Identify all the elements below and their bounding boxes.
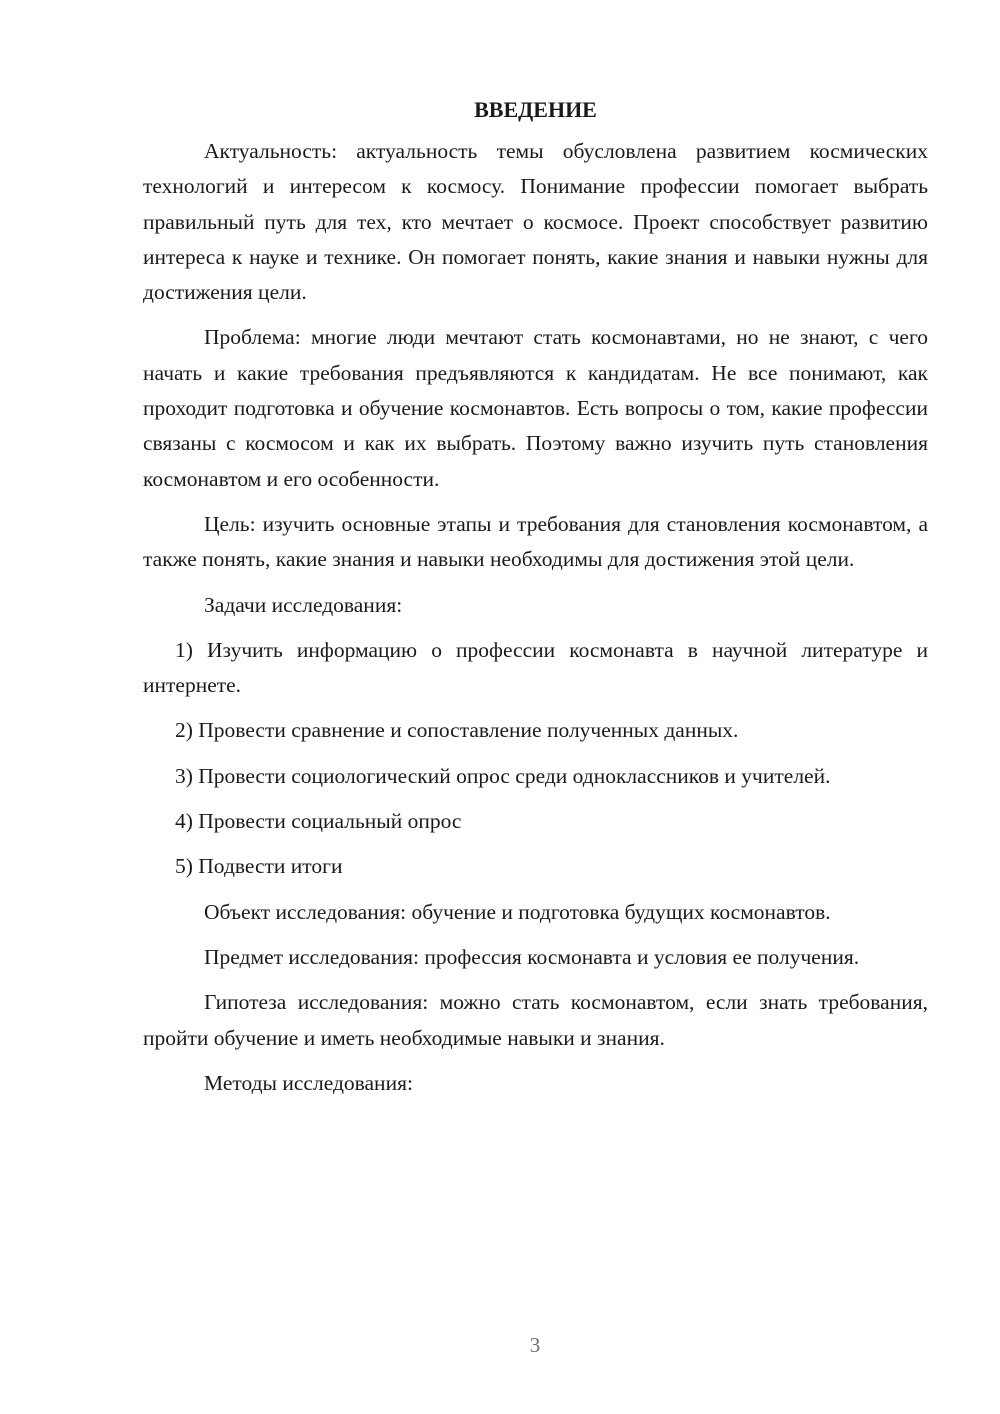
section-heading: ВВЕДЕНИЕ xyxy=(474,97,597,122)
problem-paragraph: Проблема: многие люди мечтают стать космонавтами, но не знают, с чего начать и какие требования предъявляются к кандидатам. Не все понимают, как проходит подготовка и обучение космонавтов. Есть вопросы о том, какие профессии связаны с космосом и как их выбрать. Поэтому важно изучить путь становления космонавтом и его особенности. xyxy=(143,325,928,491)
page-number: 3 xyxy=(529,1333,541,1357)
subject-paragraph: Предмет исследования: профессия космонавта и условия ее получения. xyxy=(204,944,860,969)
task-item-4: 4) Провести социальный опрос xyxy=(175,809,462,834)
relevance-paragraph: Актуальность: актуальность темы обусловлена развитием космических технологий и интересом к космосу. Понимание профессии помогает выбрать правильный путь для тех, кто мечтает о космосе. Проект способствует развитию интереса к науке и технике. Он помогает понять, какие знания и навыки нужны для достижения цели. xyxy=(143,139,928,305)
tasks-heading: Задачи исследования: xyxy=(204,592,403,617)
goal-paragraph: Цель: изучить основные этапы и требования для становления космонавтом, а также понять, какие знания и навыки необходимы для достижения этой цели. xyxy=(143,511,928,572)
methods-heading: Методы исследования: xyxy=(204,1070,413,1095)
task-item-2: 2) Провести сравнение и сопоставление полученных данных. xyxy=(175,718,739,743)
task-item-1: 1) Изучить информацию о профессии космонавта в научной литературе и интернете. xyxy=(143,637,928,698)
hypothesis-paragraph: Гипотеза исследования: можно стать космонавтом, если знать требования, пройти обучение и иметь необходимые навыки и знания. xyxy=(143,990,928,1050)
document-page xyxy=(143,92,928,1101)
task-item-5: 5) Подвести итоги xyxy=(175,854,343,879)
task-item-3: 3) Провести социологический опрос среди одноклассников и учителей. xyxy=(175,763,831,788)
object-paragraph: Объект исследования: обучение и подготовка будущих космонавтов. xyxy=(204,899,831,924)
